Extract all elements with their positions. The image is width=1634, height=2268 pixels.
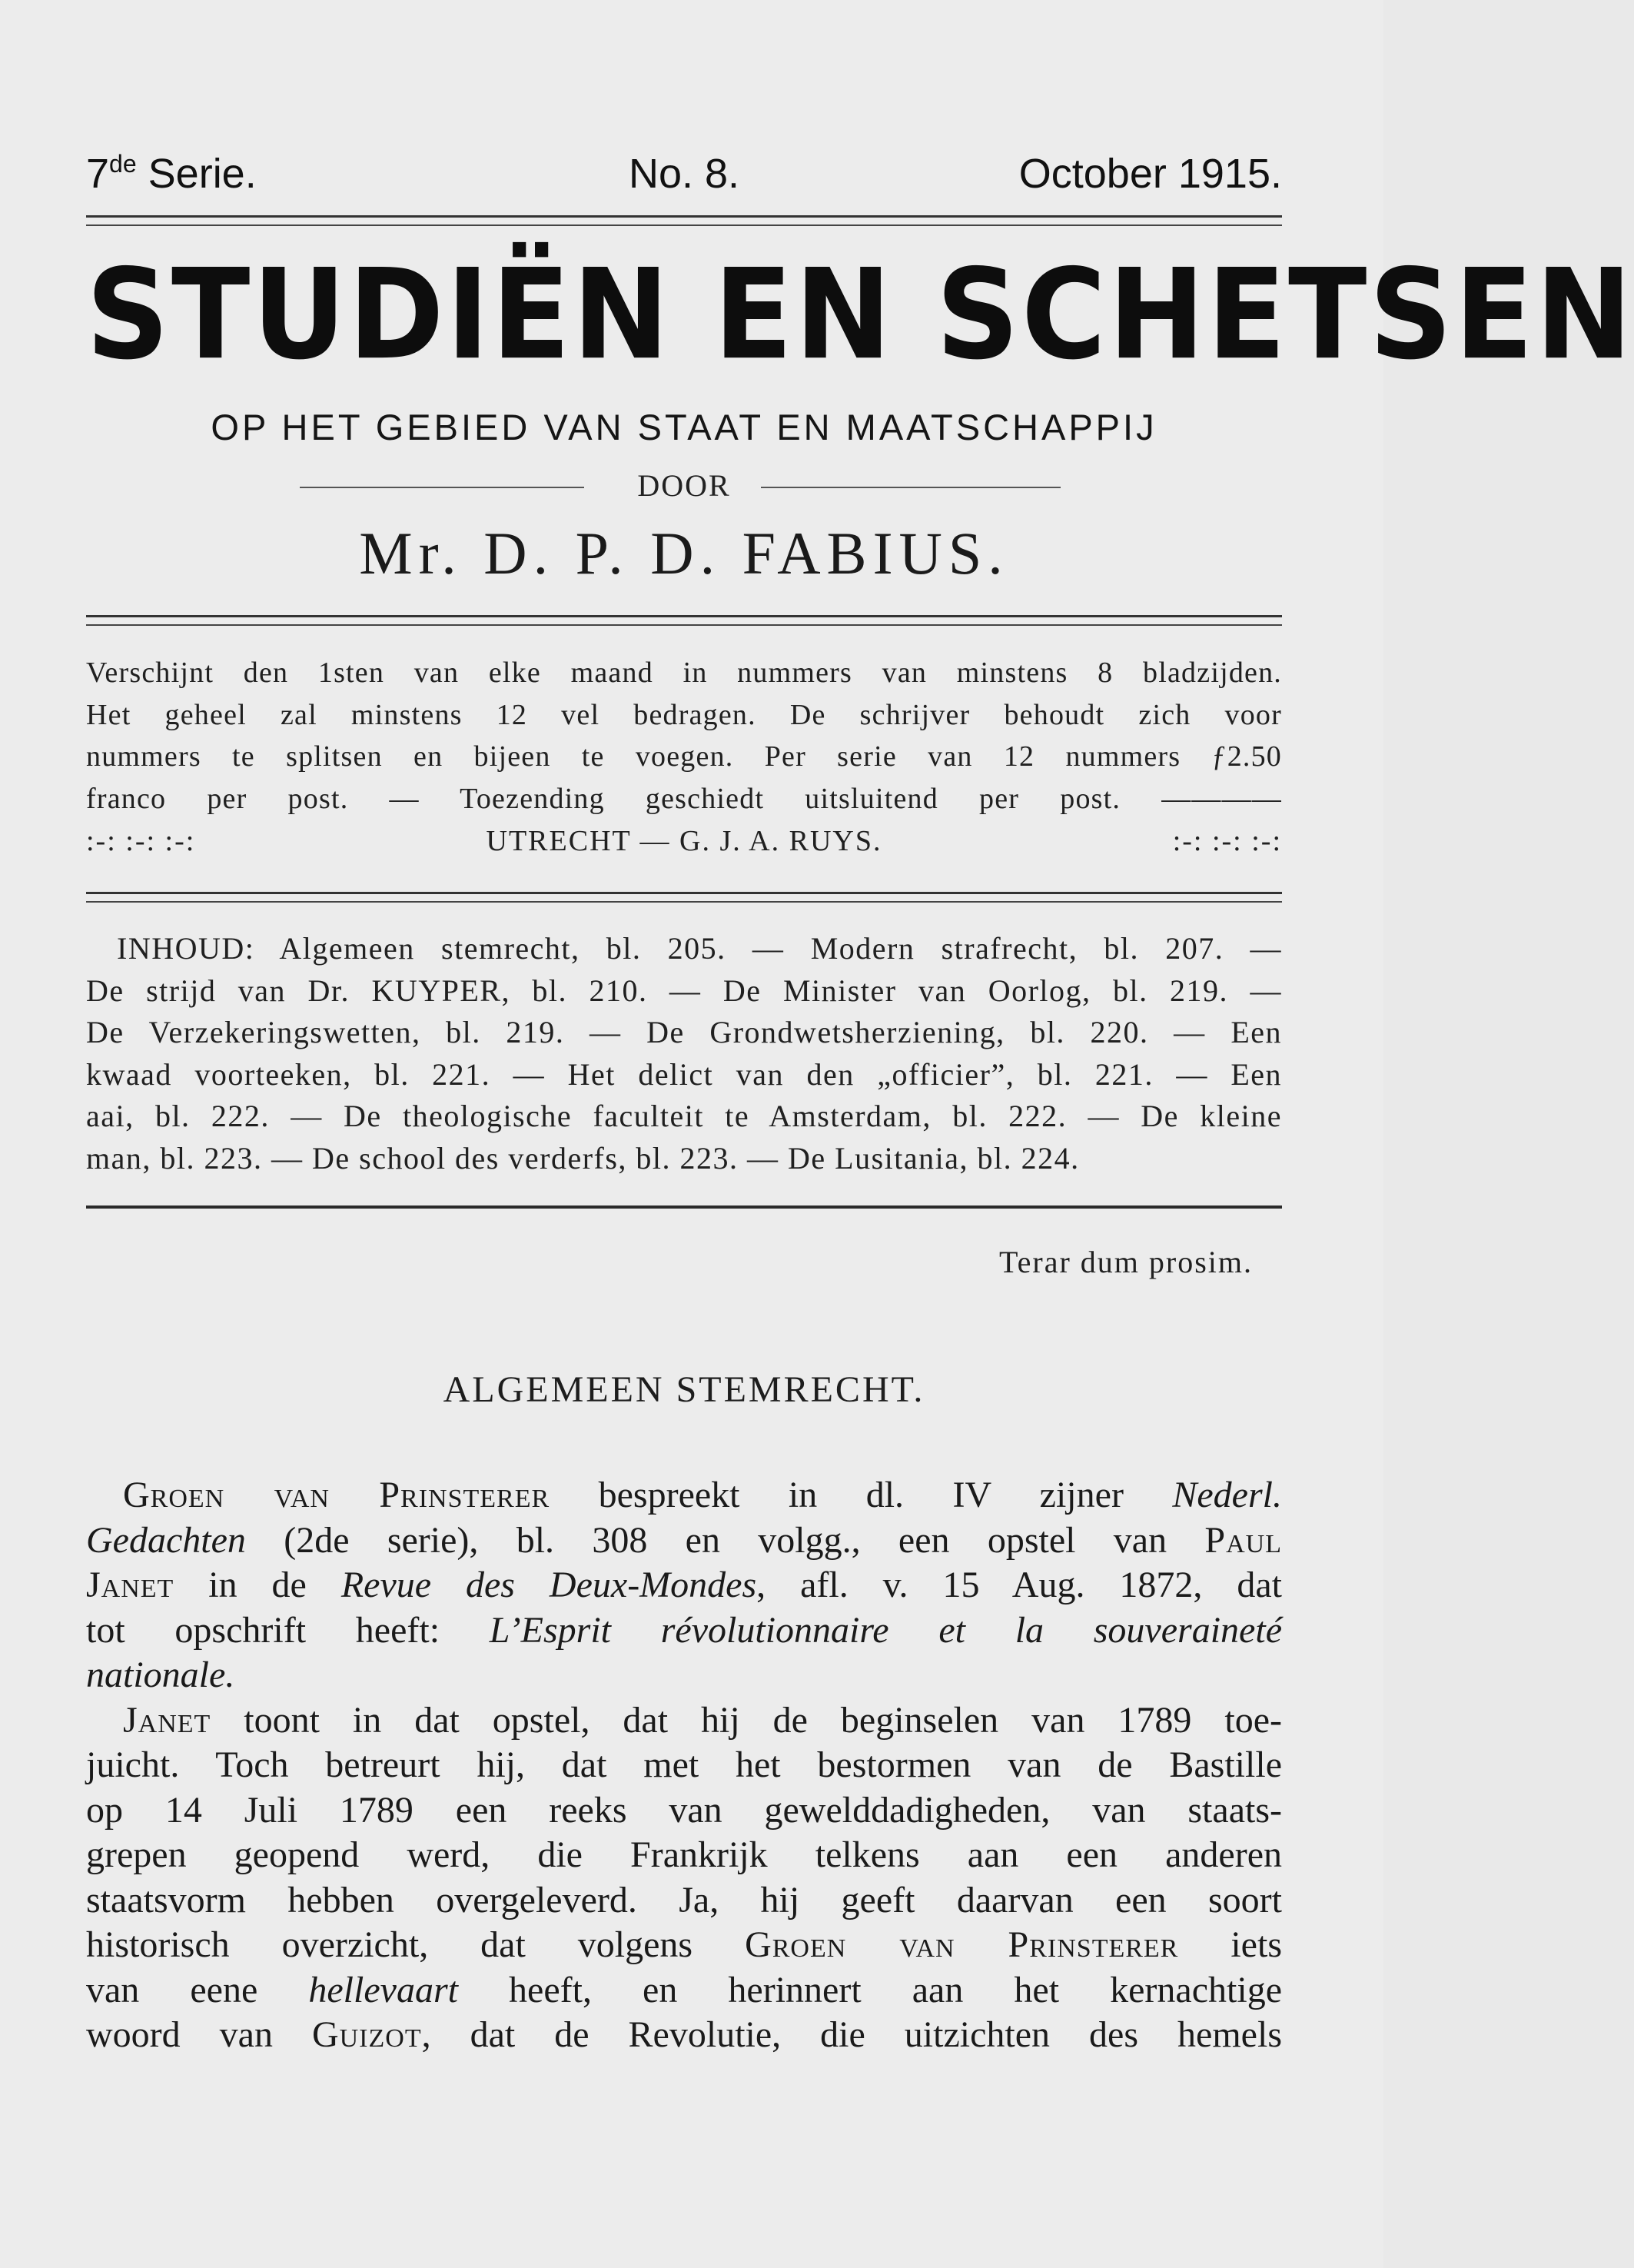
text-run: historisch overzicht, dat volgens — [86, 1924, 746, 1965]
notice-top-rule — [86, 615, 1282, 626]
notice-line: Verschijnt den 1sten van elke maand in nummers van minstens 8 bladzijden. — [86, 657, 1282, 689]
author-ref: Janet — [86, 1565, 174, 1605]
notice-line: nummers te splitsen en bijeen te voegen. Per serie van 12 nummers ƒ2.50 — [86, 740, 1282, 773]
contents-line: kwaad voorteeken, bl. 221. — Het delict van den „officier”, bl. 221. — Een — [86, 1056, 1282, 1092]
body-line: staatsvorm hebben overgeleverd. Ja, hij geeft daarvan een soort — [86, 1879, 1282, 1920]
body-line: grepen geopend werd, die Frankrijk telkens aan een anderen — [86, 1834, 1282, 1875]
body-line — [86, 1608, 1282, 1654]
author-ref: Groen van Prinsterer — [123, 1475, 550, 1515]
text-run: , afl. v. 15 Aug. 1872, dat — [756, 1565, 1282, 1605]
italic-ref: Nederl. — [1172, 1475, 1282, 1515]
italic-ref: L’Esprit révolutionnaire et la souveraineté — [489, 1609, 1283, 1651]
masthead-subtitle: OP HET GEBIED VAN STAAT EN MAATSCHAPPIJ — [211, 407, 1157, 447]
body-line — [86, 2013, 1282, 2058]
table-of-contents — [86, 928, 1282, 1179]
serie-text: Serie. — [148, 151, 257, 197]
italic-ref: hellevaart — [308, 1969, 458, 2010]
motto: Terar dum prosim. — [998, 1245, 1253, 1279]
text-run: (2de serie), bl. 308 en volgg., een opstel van — [245, 1519, 1205, 1561]
publisher: UTRECHT — G. J. A. RUYS. — [486, 825, 882, 857]
italic-ref: Revue des Deux-Mondes — [340, 1565, 757, 1605]
ornament-right: :-: :-: :-: — [1172, 825, 1282, 857]
text-run: toont in dat opstel, dat hij de beginselen van 1789 toe- — [211, 1699, 1282, 1741]
header-double-rule — [86, 215, 1282, 226]
body-line — [86, 1518, 1282, 1564]
author-ref: Guizot — [311, 2014, 422, 2055]
text-run: heeft, en herinnert aan het kernachtige — [457, 1969, 1282, 2010]
article-title: ALGEMEEN STEMRECHT. — [443, 1369, 925, 1410]
serie-number: 7 — [86, 151, 110, 197]
text-run: , dat de Revolutie, die uitzichten des hemels — [421, 2014, 1283, 2055]
body-line — [86, 1563, 1282, 1608]
body-line: nationale. — [86, 1654, 235, 1695]
article-body — [86, 1473, 1282, 2058]
contents-line: aai, bl. 222. — De theologische faculteit te Amsterdam, bl. 222. — De kleine — [86, 1099, 1282, 1133]
subscription-notice — [86, 652, 1282, 820]
contents-line: man, bl. 223. — De school des verderfs, bl. 223. — De Lusitania, bl. 224. — [86, 1140, 1080, 1176]
text-run: in de — [174, 1565, 341, 1605]
contents-line: De Verzekeringswetten, bl. 219. — De Grondwetsherziening, bl. 220. — Een — [86, 1015, 1282, 1049]
notice-line: Het geheel zal minstens 12 vel bedragen. De schrijver behoudt zich voor — [86, 698, 1282, 731]
publisher-row — [86, 824, 1282, 863]
masthead-by: DOOR — [637, 468, 731, 503]
issue-header — [86, 150, 1282, 204]
body-line — [86, 1923, 1282, 1968]
author-ref: Paul — [1204, 1519, 1282, 1561]
notice-line: franco per post. — Toezending geschiedt uitsluitend per post. ———— — [86, 782, 1282, 815]
body-line: juicht. Toch betreurt hij, dat met het bestormen van de Bastille — [86, 1744, 1282, 1785]
ornament-left: :-: :-: :-: — [86, 825, 196, 857]
contents-top-rule — [86, 892, 1282, 903]
contents-line: De strijd van Dr. KUYPER, bl. 210. — De Minister van Oorlog, bl. 219. — — [86, 973, 1282, 1008]
text-run: van eene — [86, 1969, 309, 2010]
body-line: op 14 Juli 1789 een reeks van gewelddadigheden, van staats- — [86, 1789, 1282, 1831]
text-run: bespreekt in dl. IV zijner — [550, 1475, 1173, 1515]
body-line — [86, 1698, 1282, 1744]
contents-bottom-rule — [86, 1205, 1282, 1209]
body-line — [86, 1473, 1282, 1518]
author-ref: Janet — [123, 1699, 211, 1741]
text-run: tot opschrift heeft: — [86, 1609, 490, 1651]
door-rule-right — [761, 487, 1061, 488]
masthead-title: STUDIËN EN SCHETSEN — [86, 243, 1634, 387]
issue-date: October 1915. — [1018, 151, 1282, 197]
issue-number: No. 8. — [628, 151, 740, 197]
text-run: woord van — [86, 2014, 312, 2055]
body-line — [86, 1968, 1282, 2014]
contents-line: INHOUD: Algemeen stemrecht, bl. 205. — Modern strafrecht, bl. 207. — — [117, 931, 1282, 966]
serie-superscript: de — [109, 150, 137, 178]
author-ref: Groen van Prinsterer — [745, 1924, 1179, 1965]
author-name: Mr. D. P. D. FABIUS. — [359, 520, 1009, 587]
italic-ref: Gedachten — [86, 1519, 246, 1561]
text-run: iets — [1178, 1924, 1283, 1965]
